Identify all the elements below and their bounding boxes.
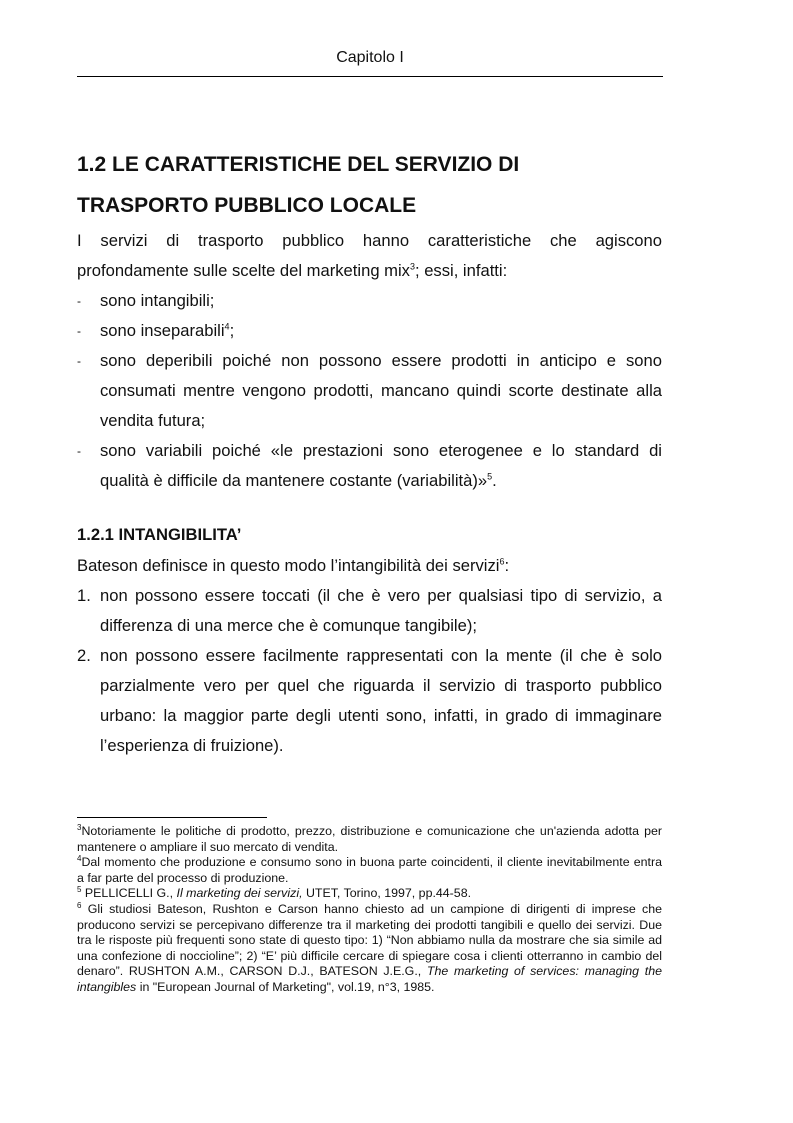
- section-title-line-1: 1.2 LE CARATTERISTICHE DEL SERVIZIO DI: [77, 153, 520, 176]
- footnote-6: [77, 902, 662, 996]
- header-rule: [77, 76, 663, 77]
- list-item: [77, 286, 662, 316]
- list-marker: -: [77, 294, 81, 308]
- footnote-ref-5[interactable]: 5: [487, 471, 493, 482]
- footnote-separator: [77, 817, 267, 818]
- intro-text: I servizi di trasporto pubblico hanno caratteristiche che agiscono profondamente sulle scelte del marketing mix: [77, 231, 662, 280]
- numbered-item-text: non possono essere toccati (il che è vero per qualsiasi tipo di servizio, a differenza di una merce che è comunque tangibile);: [100, 586, 662, 635]
- numbered-item: [77, 581, 662, 641]
- subsection-title: 1.2.1 INTANGIBILITA’: [77, 525, 242, 544]
- intro-text-end: ; essi, infatti:: [414, 261, 508, 280]
- list-item-text: sono deperibili poiché non possono essere prodotti in anticipo e sono consumati mentre vengono prodotti, mancano quindi scorte destinate alla vendita futura;: [100, 351, 662, 430]
- list-marker: -: [77, 444, 81, 458]
- footnote-text: PELLICELLI G.,: [81, 886, 177, 901]
- main-content: [77, 142, 662, 761]
- cited-title: The marketing of services: managing the intangibles: [77, 964, 662, 994]
- running-head: Capitolo I: [336, 49, 404, 66]
- footnote-5: [77, 886, 662, 902]
- footnote-text: Gli studiosi Bateson, Rushton e Carson hanno chiesto ad un campione di dirigenti di imprese che producono servizi se percepivano differenze tra il marketing dei prodotti tangibili e quello dei servizi. Due tra le risposte più frequenti sono state di questo tipo: 1) “Non abbiamo nulla da mostrare che sia simile ad una confezione di noccioline”; 2) “E’ più difficile cercare di spiegare cosa i clienti otterranno in cambio del denaro”. RUSHTON A.M., CARSON D.J., BATESON J.E.G.,: [77, 901, 662, 979]
- footnote-ref-4[interactable]: 4: [224, 321, 230, 332]
- footnote-ref-3[interactable]: 3: [409, 261, 415, 272]
- footnote-number: 4: [77, 854, 82, 864]
- intangibility-list: [77, 581, 662, 761]
- list-item: [77, 436, 662, 496]
- footnote-text-end: UTET, Torino, 1997, pp.44-58.: [302, 886, 472, 901]
- footnote-text-end: in "European Journal of Marketing", vol.19, n°3, 1985.: [136, 979, 435, 994]
- characteristics-list: [77, 286, 662, 496]
- cited-title: Il marketing dei servizi,: [176, 886, 303, 901]
- section-title-line-2: TRASPORTO PUBBLICO LOCALE: [77, 194, 417, 217]
- item-number: 1.: [77, 586, 91, 605]
- section-title: [77, 142, 662, 229]
- list-item-tail: ;: [229, 321, 235, 340]
- footnote-3: [77, 824, 662, 855]
- section-intro-paragraph: [77, 226, 662, 286]
- footnote-ref-6[interactable]: 6: [499, 556, 505, 567]
- footnote-text: Dal momento che produzione e consumo sono in buona parte coincidenti, il cliente inevitabilmente entra a far parte del processo di produzione.: [77, 855, 662, 885]
- subsection-intro: [77, 551, 662, 581]
- list-marker: -: [77, 354, 81, 368]
- list-item: [77, 346, 662, 436]
- footnote-4: [77, 855, 662, 886]
- list-marker: -: [77, 324, 81, 338]
- list-item-tail: .: [492, 471, 497, 490]
- list-item-text: sono inseparabili: [100, 321, 225, 340]
- footnote-number: 3: [77, 822, 82, 832]
- numbered-item: [77, 641, 662, 761]
- subsection-intro-text: Bateson definisce in questo modo l’intangibilità dei servizi: [77, 556, 500, 575]
- footnotes: [77, 824, 662, 996]
- footnote-text: Notoriamente le politiche di prodotto, prezzo, distribuzione e comunicazione che un'azienda adotta per mantenere o ampliare il suo mercato di vendita.: [77, 824, 662, 854]
- list-item: [77, 316, 662, 346]
- footnote-number: 6: [77, 900, 82, 910]
- list-item-text: sono intangibili;: [100, 291, 215, 310]
- footnote-number: 5: [77, 885, 82, 895]
- item-number: 2.: [77, 646, 91, 665]
- numbered-item-text: non possono essere facilmente rappresentati con la mente (il che è solo parzialmente vero per quel che riguarda il servizio di trasporto pubblico urbano: la maggior parte degli utenti sono, infatti, in grado di immaginare l’esperienza di fruizione).: [100, 646, 662, 755]
- list-item-text: sono variabili poiché «le prestazioni sono eterogenee e lo standard di qualità è difficile da mantenere costante (variabilità)»: [100, 441, 662, 490]
- subsection-intro-end: :: [504, 556, 510, 575]
